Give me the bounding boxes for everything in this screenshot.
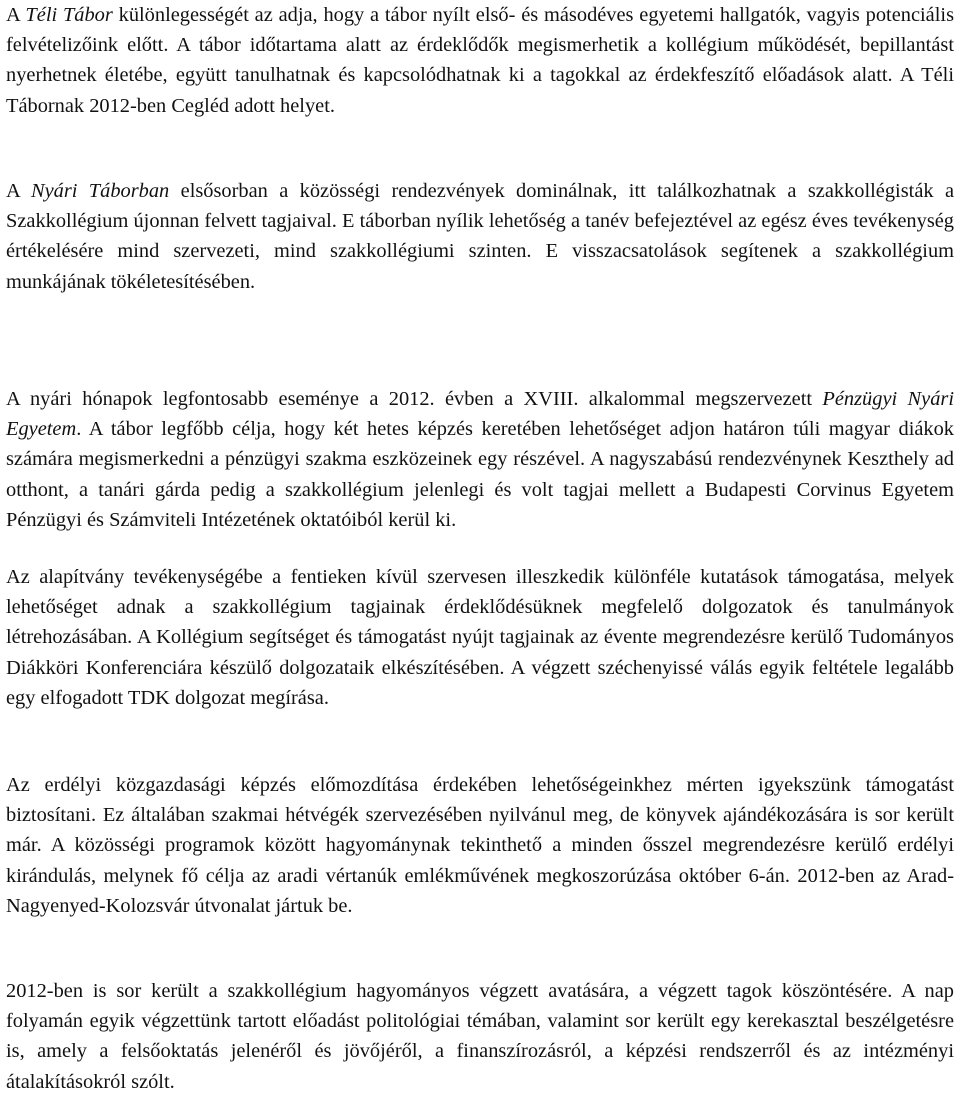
paragraph-italic-title: Pénzügyi Nyári Egyetem	[6, 388, 954, 441]
paragraph-nyari-tabor	[6, 176, 954, 297]
paragraph-teli-tabor	[6, 0, 954, 121]
paragraph-erdelyi-kepzes: Az erdélyi közgazdasági képzés előmozdítása érdekében lehetőségeinkhez mérten igyekszünk támogatást biztosítani. Ez általában szakmai hétvégék szervezésében nyilvánul meg, de könyvek ajándékozására is sor került már. A közösségi programok között hagyománynak tekinthető a minden ősszel megrendezésre kerülő erdélyi kirándulás, melynek fő célja az aradi vértanúk emlékművének megkoszorúzása október 6-án. 2012-ben az Arad-Nagyenyed-Kolozsvár útvonalat jártuk be.	[6, 774, 954, 917]
paragraph-italic-title: Téli Tábor	[25, 4, 113, 26]
paragraph-text-post: . A tábor legfőbb célja, hogy két hetes képzés keretében lehetőséget adjon határon túli magyar diákok számára megismerkedni a pénzügyi szakma eszközeinek egy részével. A nagyszabású rendezvénynek Keszthely ad otthont, a tanári gárda pedig a szakkollégium jelenlegi és volt tagjai mellett a Budapesti Corvinus Egyetem Pénzügyi és Számviteli Intézetének oktatóiból kerül ki.	[6, 418, 954, 531]
paragraph-italic-title: Nyári Táborban	[30, 180, 170, 202]
paragraph-vegzett-avatas: 2012-ben is sor került a szakkollégium hagyományos végzett avatására, a végzett tagok köszöntésére. A nap folyamán egyik végzettünk tartott előadást politológiai témában, valamint sor került egy kerekasztal beszélgetésre is, amely a felsőoktatás jelenéről és jövőjéről, a finanszírozásról, a képzési rendszerről és az intézményi átalakításokról szólt.	[6, 980, 954, 1093]
paragraph-text-pre: A	[6, 180, 31, 202]
paragraph-text-post: különlegességét az adja, hogy a tábor nyílt első- és másodéves egyetemi hallgatók, vagyis potenciális felvételizőink előtt. A tábor időtartama alatt az érdeklődők megismerhetik a kollégium működését, bepillantást nyerhetnek életébe, együtt tanulhatnak és kapcsolódhatnak ki a tagokkal az érdekfeszítő előadások alatt. A Téli Tábornak 2012-ben Cegléd adott helyet.	[6, 4, 954, 117]
paragraph-kutatasok: Az alapítvány tevékenységébe a fentieken kívül szervesen illeszkedik különféle kutatások támogatása, melyek lehetőséget adnak a szakkollégium tagjainak érdeklődésüknek megfelelő dolgozatok és tanulmányok létrehozásában. A Kollégium segítséget és támogatást nyújt tagjainak az évente megrendezésre kerülő Tudományos Diákköri Konferenciára készülő dolgozataik elkészítésében. A végzett széchenyissé válás egyik feltétele legalább egy elfogadott TDK dolgozat megírása.	[6, 566, 954, 709]
paragraph-text-pre: A nyári hónapok legfontosabb eseménye a 2012. évben a XVIII. alkalommal megszervezett	[6, 388, 823, 410]
paragraph-text-pre: A	[6, 4, 26, 26]
paragraph-text-post: elsősorban a közösségi rendezvények dominálnak, itt találkozhatnak a szakkollégisták a Szakkollégium újonnan felvett tagjaival. E táborban nyílik lehetőség a tanév befejeztével az egész éves tevékenység értékelésére mind szervezeti, mind szakkollégiumi szinten. E visszacsatolások segítenek a szakkollégium munkájának tökéletesítésében.	[6, 180, 954, 293]
paragraph-penzugyi-nyari-egyetem	[6, 384, 954, 535]
